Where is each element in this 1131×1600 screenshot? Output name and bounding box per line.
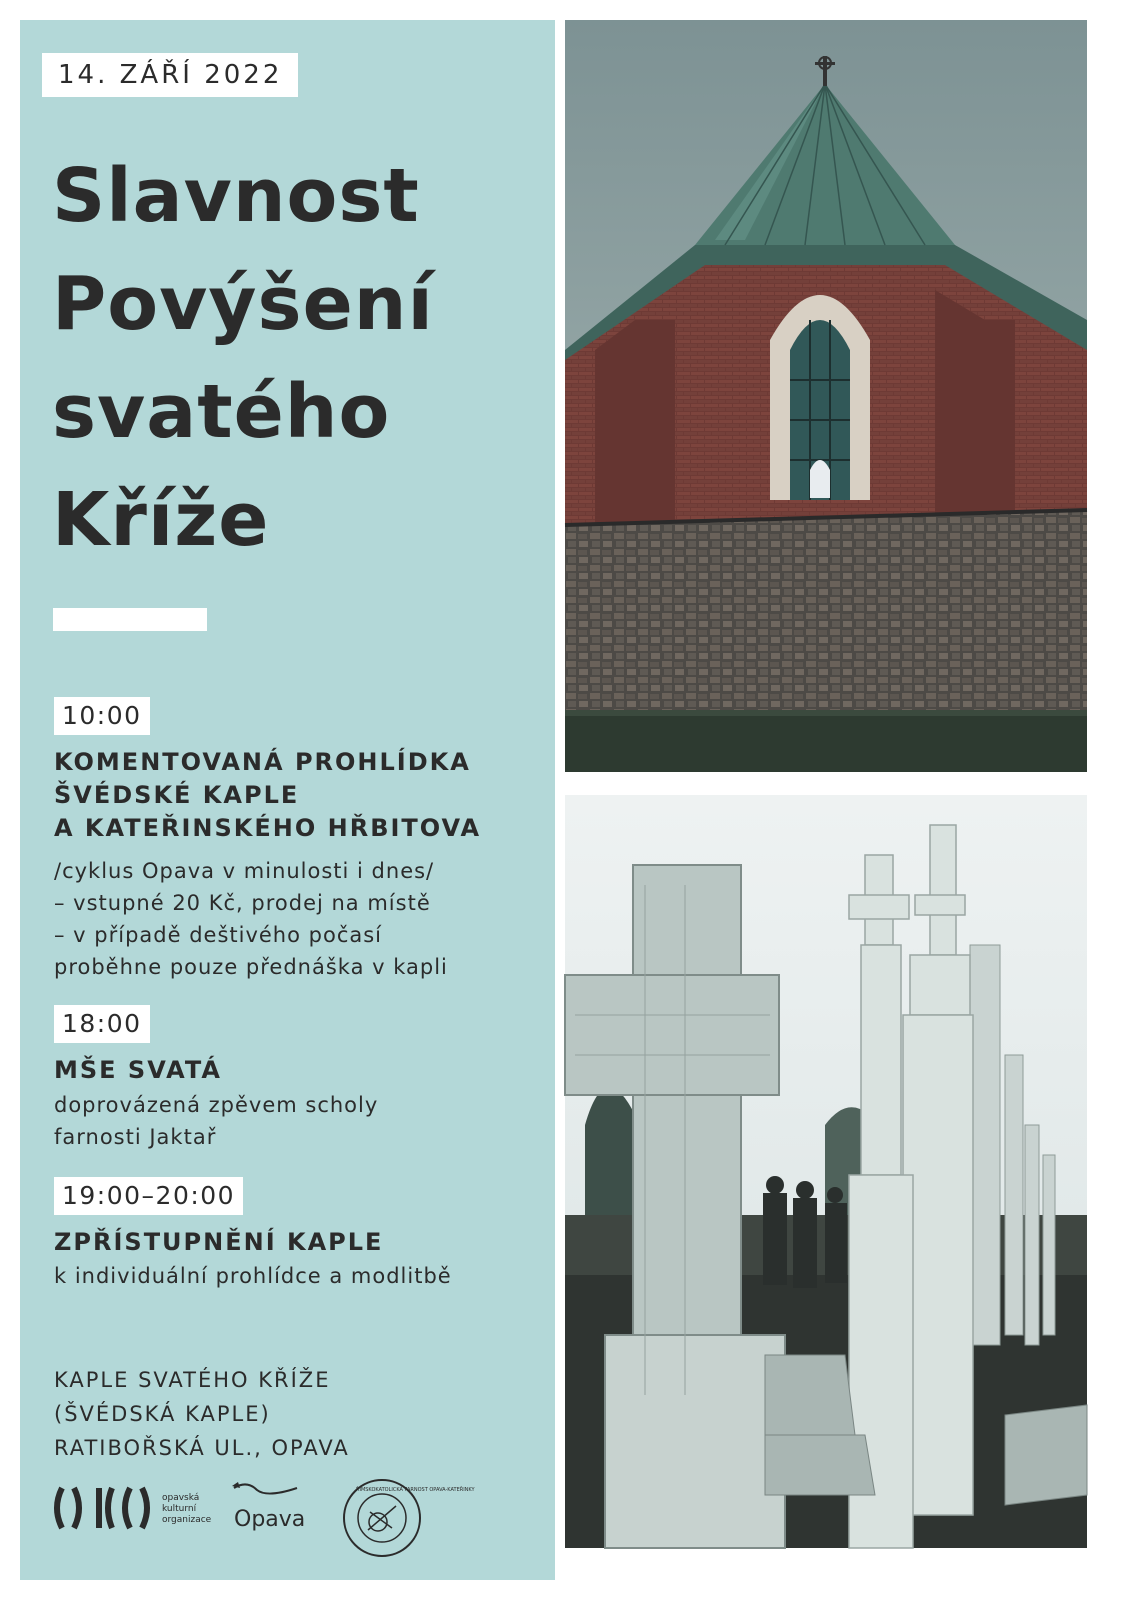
event-time-badge: 10:00 [54, 697, 150, 735]
venue-line: KAPLE SVATÉHO KŘÍŽE [54, 1368, 331, 1392]
chapel-photo [565, 20, 1087, 772]
venue-line: (ŠVÉDSKÁ KAPLE) [54, 1402, 271, 1426]
event-description-line: farnosti Jaktař [54, 1125, 217, 1149]
event-title [54, 746, 481, 845]
event-title-line: MŠE SVATÁ [54, 1056, 222, 1084]
event-time-badge: 19:00–20:00 [54, 1177, 243, 1215]
venue-line: RATIBOŘSKÁ UL., OPAVA [54, 1436, 350, 1460]
event-description-line: – v případě deštivého počasí [54, 923, 383, 947]
event-time-badge: 18:00 [54, 1005, 150, 1043]
event-title [54, 1054, 222, 1087]
event-description-line: k individuální prohlídce a modlitbě [54, 1264, 452, 1288]
divider-bar [53, 608, 207, 631]
event-description-line: doprovázená zpěvem scholy [54, 1093, 379, 1117]
title-line: Povýšení [52, 261, 434, 347]
event-description [54, 1089, 378, 1153]
event-description-line: proběhne pouze přednáška v kapli [54, 955, 448, 979]
opava-logo [232, 1482, 305, 1532]
okc-text-line: organizace [162, 1515, 212, 1525]
parish-ring-text: ŘÍMSKOKATOLICKÁ FARNOST OPAVA-KATEŘINKY [356, 1487, 475, 1493]
event-title-line: A KATEŘINSKÉHO HŘBITOVA [54, 814, 482, 842]
okc-logo [57, 1488, 212, 1528]
poster-title [52, 142, 532, 574]
opava-logo-text: Opava [234, 1507, 306, 1532]
event-description [54, 1260, 452, 1292]
title-line: Slavnost [52, 153, 420, 239]
event-title-line: ZPŘÍSTUPNĚNÍ KAPLE [54, 1228, 384, 1256]
date-badge: 14. ZÁŘÍ 2022 [42, 53, 298, 97]
event-description-line: – vstupné 20 Kč, prodej na místě [54, 891, 431, 915]
event-title [54, 1226, 383, 1259]
title-line: svatého [52, 369, 391, 455]
title-line: Kříže [52, 477, 270, 563]
cemetery-photo [565, 795, 1087, 1548]
okc-text-line: opavská [162, 1493, 200, 1503]
event-title-line: ŠVÉDSKÉ KAPLE [54, 781, 300, 809]
okc-text-line: kulturní [162, 1504, 197, 1514]
event-description [54, 855, 448, 983]
venue-address [54, 1363, 350, 1465]
event-description-line: /cyklus Opava v minulosti i dnes/ [54, 859, 435, 883]
event-title-line: KOMENTOVANÁ PROHLÍDKA [54, 748, 471, 776]
sponsor-logos [52, 1478, 475, 1558]
